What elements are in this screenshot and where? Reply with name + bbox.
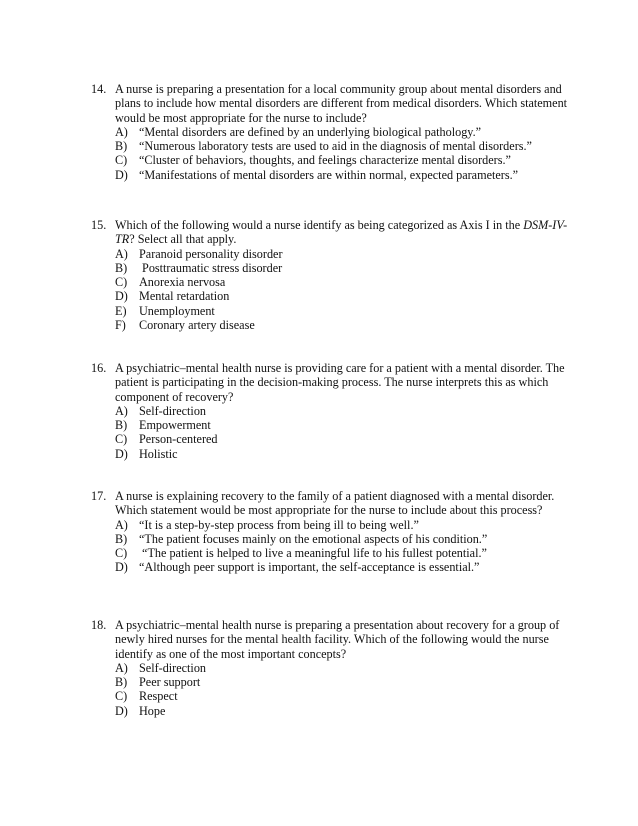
question-number: 17. [91,489,107,503]
stem-italic-title: DSM-IV-TR [115,218,568,247]
answer-option [115,404,571,418]
answer-option [115,261,571,275]
answer-options [115,247,571,333]
answer-option [115,661,571,675]
option-letter: A) [115,124,128,139]
answer-option [115,139,571,153]
answer-option [115,532,571,546]
answer-options [115,518,571,575]
question-16 [91,361,571,461]
option-letter: A) [115,660,128,675]
question-stem: A psychiatric–mental health nurse is providing care for a patient with a mental disorder. The patient is participating in the decision-making process. The nurse interprets this as which component of recovery? [115,361,565,404]
question-17 [91,489,571,575]
option-letter: B) [115,139,128,154]
option-letter: C) [115,689,128,704]
question-14 [91,82,571,182]
option-letter: C) [115,275,128,290]
question-number: 14. [91,82,107,96]
question-number: 18. [91,618,107,632]
option-text: Coronary artery disease [139,318,255,333]
option-text: Mental retardation [139,289,230,304]
option-letter: B) [115,531,128,546]
option-text: Respect [139,689,178,704]
option-text: “The patient focuses mainly on the emotional aspects of his condition.” [139,531,488,546]
option-text: Unemployment [139,303,215,318]
question-15 [91,218,571,332]
answer-option [115,289,571,303]
question-18 [91,618,571,718]
option-letter: B) [115,675,128,690]
answer-option [115,432,571,446]
option-letter: D) [115,167,128,182]
option-text: “Manifestations of mental disorders are within normal, expected parameters.” [139,167,519,182]
option-letter: C) [115,153,128,168]
option-letter: A) [115,246,128,261]
option-text: “It is a step-by-step process from being ill to being well.” [139,517,419,532]
answer-option [115,704,571,718]
answer-option [115,447,571,461]
option-text: Empowerment [139,418,211,433]
question-number: 15. [91,218,107,232]
option-text: “Cluster of behaviors, thoughts, and feelings characterize mental disorders.” [139,153,511,168]
option-text: “The patient is helped to live a meaningful life to his fullest potential.” [139,546,487,561]
option-text: Anorexia nervosa [139,275,226,290]
option-text: Person-centered [139,432,218,447]
question-stem: A nurse is explaining recovery to the family of a patient diagnosed with a mental disorder. Which statement would be most appropriate for the nurse to include about this process? [115,489,555,518]
answer-option [115,418,571,432]
answer-option [115,675,571,689]
option-letter: B) [115,260,128,275]
option-letter: D) [115,289,128,304]
option-letter: D) [115,703,128,718]
option-letter: E) [115,303,127,318]
option-text: Self-direction [139,660,207,675]
option-letter: B) [115,418,128,433]
answer-option [115,247,571,261]
answer-option [115,689,571,703]
option-letter: D) [115,446,128,461]
answer-option [115,560,571,574]
answer-options [115,404,571,461]
option-letter: F) [115,318,126,333]
answer-options [115,661,571,718]
question-number: 16. [91,361,107,375]
question-stem: A nurse is preparing a presentation for a local community group about mental disorders and plans to include how mental disorders are different from medical disorders. Which statement would be most appropriate for the nurse to include? [115,82,568,125]
option-text: Paranoid personality disorder [139,246,283,261]
option-text: Holistic [139,446,178,461]
answer-option [115,275,571,289]
answer-option [115,125,571,139]
option-text: Self-direction [139,403,207,418]
option-text: “Mental disorders are defined by an underlying biological pathology.” [139,124,482,139]
question-stem: A psychiatric–mental health nurse is preparing a presentation about recovery for a group of newly hired nurses for the mental health facility. Which of the following would the nurse identify as one of the most important concepts? [115,618,560,661]
answer-option [115,518,571,532]
answer-option [115,168,571,182]
option-text: Peer support [139,675,201,690]
option-letter: C) [115,546,128,561]
option-letter: D) [115,560,128,575]
option-text: Hope [139,703,166,718]
answer-option [115,304,571,318]
option-letter: C) [115,432,128,447]
stem-text: Which of the following would a nurse identify as being categorized as Axis I in the [115,218,524,232]
answer-option [115,318,571,332]
option-letter: A) [115,403,128,418]
answer-options [115,125,571,182]
stem-text: ? Select all that apply. [129,232,237,247]
answer-option [115,153,571,167]
answer-option [115,546,571,560]
option-text: “Numerous laboratory tests are used to aid in the diagnosis of mental disorders.” [139,139,532,154]
option-text: Posttraumatic stress disorder [139,260,283,275]
option-letter: A) [115,517,128,532]
question-stem [115,218,571,247]
option-text: “Although peer support is important, the self-acceptance is essential.” [139,560,480,575]
